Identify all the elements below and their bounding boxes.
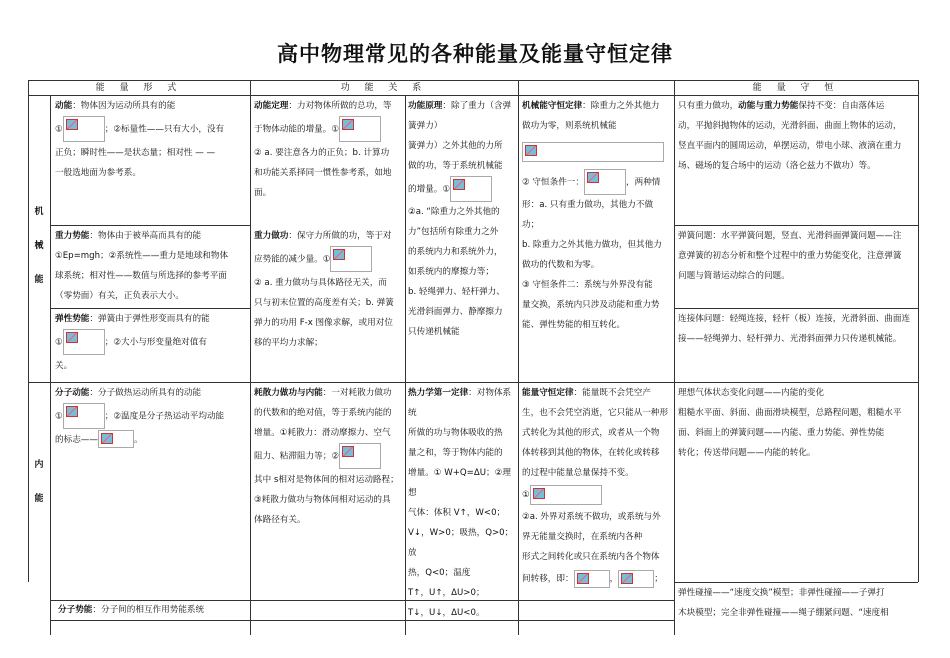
formula-image [530, 485, 602, 505]
conservation-examples-collision: 弹性碰撞——“速度交换”模型；非弹性碰撞——子弹打 木块模型；完全非弹性碰撞——绳子绷紧问题、“速度相 [678, 588, 889, 618]
formula-image [339, 443, 381, 469]
header-work-energy: 功 能 关 系 [340, 83, 428, 93]
formula-image [574, 570, 610, 588]
formula-image [63, 116, 105, 142]
header-energy-forms: 能 量 形 式 [95, 83, 183, 93]
formula-image [618, 570, 654, 588]
elastic-pe-cell: 弹性势能：弹簧由于弹性形变而具有的能 ① ；②大小与形变量绝对值有 关。 [55, 314, 210, 371]
gravity-pe-cell: 重力势能：物体由于被举高而具有的能 ①Ep=mgh；②系统性——重力是地球和物体 球系统；相对性——数值与所选择的参考平面 （零势面）有关，正负表示大小。 [55, 231, 229, 301]
conservation-examples-internal: 理想气体状态变化问题——内能的变化 粗糙水平面、斜面、曲面滑块模型，总路程问题，粗糙水平 面、斜面上的弹簧问题——内能、重力势能、弹性势能 转化；传送带问题——内能的转化。 [678, 388, 902, 458]
molecular-ke-cell: 分子动能：分子做热运动所具有的动能 ① ；②温度是分子热运动平均动能 的标志—— 。 [55, 383, 247, 450]
side-label-mechanical: 机 械 能 [34, 207, 44, 285]
formula-image [450, 176, 492, 202]
formula-image [584, 169, 626, 195]
first-law-cell: 热力学第一定律：对物体系统 所做的功与物体吸收的热 量之和，等于物体内能的 增量。① W+Q=ΔU；②理想 气体：体积 V↑，W<0； V↓，W>0；吸热，Q>0；放 热，Q<0；温度 T↑，U↑，ΔU>0； T↓，U↓，ΔU<0。 [408, 388, 514, 618]
side-label-internal: 内 能 [34, 460, 44, 504]
dissipative-work-cell: 耗散力做功与内能：一对耗散力做功 的代数和的绝对值，等于系统内能的 增量。①耗散力：滑动摩擦力、空气 阻力、粘滞阻力等；② 其中 s相对是物体间的相对运动路程； ③耗散力做功与物体间相对运动的具 体路径有关。 [254, 388, 399, 525]
formula-image [330, 246, 372, 272]
formula-image [339, 116, 381, 142]
kinetic-energy-cell: 动能：物体因为运动所具有的能 ① ；②标量性——只有大小，没有 正负；瞬时性——是状态量；相对性 — — 一般选地面为参考系。 [55, 101, 225, 178]
kinetic-theorem-cell: 动能定理：力对物体所做的总功，等 于物体动能的增量。① ② a. 要注意各力的正负；b. 计算功 和功能关系择同一惯性参考系，如地 面。 [254, 101, 392, 198]
conservation-examples-connected: 连接体问题：轻绳连接，轻杆（板）连接，光滑斜面、曲面连 接——轻绳弹力、轻杆弹力、光滑斜面弹力只传递机械能。 [678, 314, 911, 344]
formula-image [522, 142, 664, 162]
conservation-examples-spring: 弹簧问题：水平弹簧问题，竖直、光滑斜面弹簧问题——注 意弹簧的初态分析和整个过程中的重力势能变化，注意弹簧 问题与简谐运动综合的问题。 [678, 231, 902, 281]
formula-image [98, 430, 134, 448]
energy-conservation-cell: 能量守恒定律：能量既不会凭空产 生，也不会凭空消逝，它只能从一种形 式转化为其他的形式，或者从一个物 体转移到其他的物体，在转化或转移 的过程中能量总量保持不变。 ① ②a. 外界对系统不做功，或系统与外 界无能量交换时，在系统内各种 形式之间转化或只在系统内各个物体 间转移，即： ， ； [522, 383, 672, 591]
formula-image [63, 403, 105, 429]
formula-image [63, 329, 105, 355]
page-title: 高中物理常见的各种能量及能量守恒定律 [277, 42, 673, 66]
mech-conservation-cell: 机械能守恒定律：除重力之外其他力 做功为零，则系统机械能 ② 守恒条件一： ，两种情 形：a. 只有重力做功，其他力不做 功； b. 除重力之外其他力做功，但其他力 做功的代数和为零。 ③ 守恒条件二：系统与外界没有能 量交换，系统内只涉及动能和重力势 能、弹性势能的相互转化。 [522, 96, 672, 335]
molecular-pe-cell: 分子势能：分子间的相互作用势能系统 [58, 605, 205, 615]
header-conservation: 能 量 守 恒 [752, 83, 840, 93]
gravity-work-cell: 重力做功：保守力所做的功，等于对 应势能的减少量。① ② a. 重力做功与具体路径无关，而 只与初末位置的高度差有关；b. 弹簧 弹力的功用 F-x 图像求解，或用对位 移的平均力求解； [254, 231, 394, 348]
conservation-examples-gravity: 只有重力做功，动能与重力势能保持不变：自由落体运 动，平抛斜抛物体的运动，光滑斜面、曲面上物体的运动， 竖直平面内的圆周运动，单摆运动，带电小球、液滴在重力 场、磁场的复合场中的运动（洛仑兹力不做功）等。 [678, 101, 902, 171]
work-energy-principle-cell: 功能原理：除了重力（含弹簧弹力） 簧弹力）之外其他的力所 做的功，等于系统机械能 的增量。① ②a. “除重力之外其他的 力”包括所有除重力之外 的系统内力和系统外力， 如系统内的摩擦力等； b. 轻绳弹力、轻杆弹力、 光滑斜面弹力、静摩擦力 只传递机械能 [408, 101, 512, 337]
